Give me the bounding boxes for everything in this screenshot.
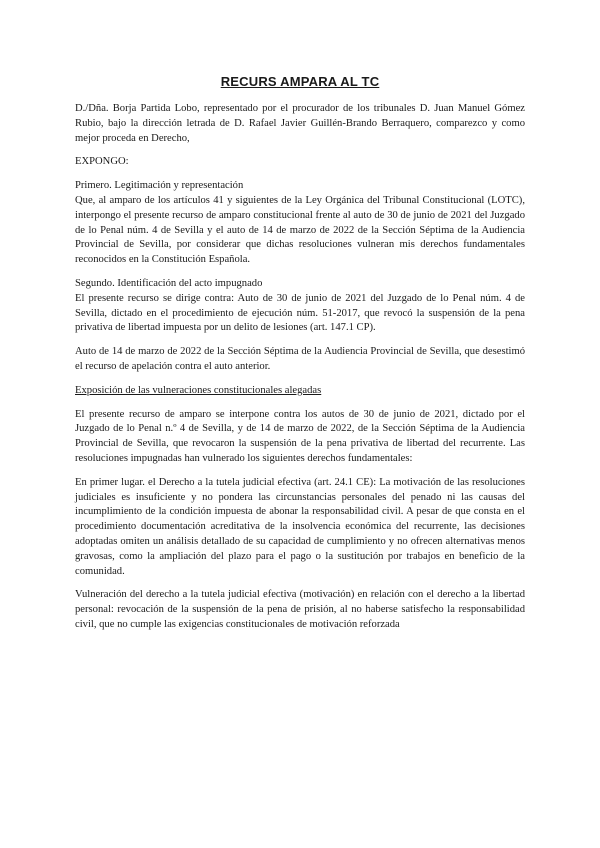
- intro-paragraph: D./Dña. Borja Partida Lobo, representado por el procurador de los tribunales D. Juan Manuel Gómez Rubio, bajo la dirección letrada de D. Rafael Javier Guillén-Brando Berraquero, comparezco y como mejor proceda en Derecho,: [75, 103, 525, 144]
- exposicion-heading: Exposición de las vulneraciones constitucionales alegadas: [75, 384, 322, 396]
- primero-heading: Primero. Legitimación y representación: [75, 180, 244, 192]
- vulneracion-paragraph: Vulneración del derecho a la tutela judicial efectiva (motivación) en relación con el derecho a la libertad personal: revocación de la suspensión de la pena de prisión, al no haberse satisfecho la responsabilidad civil, que no cumple las exigencias constitucionales de motivación reforzada: [75, 589, 525, 630]
- primero-paragraph: Que, al amparo de los artículos 41 y siguientes de la Ley Orgánica del Tribunal Constitucional (LOTC), interpongo el presente recurso de amparo constitucional frente al auto de 30 de junio de 2021 del Juzgado de lo Penal núm. 4 de Sevilla y el auto de 14 de marzo de 2022 de la Sección Séptima de la Audiencia Provincial de Sevilla, por considerar que dichas resoluciones vulneran mis derechos fundamentales reconocidos en la Constitución Española.: [75, 194, 525, 266]
- primer-lugar-paragraph: En primer lugar. el Derecho a la tutela judicial efectiva (art. 24.1 CE): La motivación de las resoluciones judiciales es insuficiente y no pondera las circunstancias personales del penado ni las causas del incumplimiento de la condición impuesta de abonar la responsabilidad civil. A pesar de que consta en el procedimiento documentación acreditativa de la insolvencia económica del recurrente, las decisiones adoptadas omiten un análisis detallado de su capacidad de cumplimiento y no ofrecen alternativas menos gravosas, como la ampliación del plazo para el pago o la sustitución por trabajos en beneficio de la comunidad.: [75, 476, 525, 577]
- expongo-heading: EXPONGO:: [75, 156, 129, 168]
- document-title: RECURS AMPARA AL TC: [220, 74, 380, 89]
- segundo-paragraph-2: Auto de 14 de marzo de 2022 de la Sección Séptima de la Audiencia Provincial de Sevilla, que desestimó el recurso de apelación contra el auto anterior.: [75, 346, 525, 372]
- exposicion-paragraph: El presente recurso de amparo se interpone contra los autos de 30 de junio de 2021, dictado por el Juzgado de lo Penal n.º 4 de Sevilla, y de 14 de marzo de 2022, de la Sección Séptima de la Audiencia Provincial de Sevilla, que revocaron la suspensión de la pena privativa de libertad del recurrente. Las resoluciones impugnadas han vulnerado los siguientes derechos fundamentales:: [75, 408, 525, 464]
- document-body: [75, 74, 525, 633]
- segundo-heading: Segundo. Identificación del acto impugnado: [75, 277, 263, 289]
- segundo-paragraph: El presente recurso se dirige contra: Auto de 30 de junio de 2021 del Juzgado de lo Penal núm. 4 de Sevilla, dictado en el procedimiento de ejecución núm. 51-2017, que revocó la suspensión de la pena privativa de libertad impuesta por un delito de lesiones (art. 147.1 CP).: [75, 292, 525, 334]
